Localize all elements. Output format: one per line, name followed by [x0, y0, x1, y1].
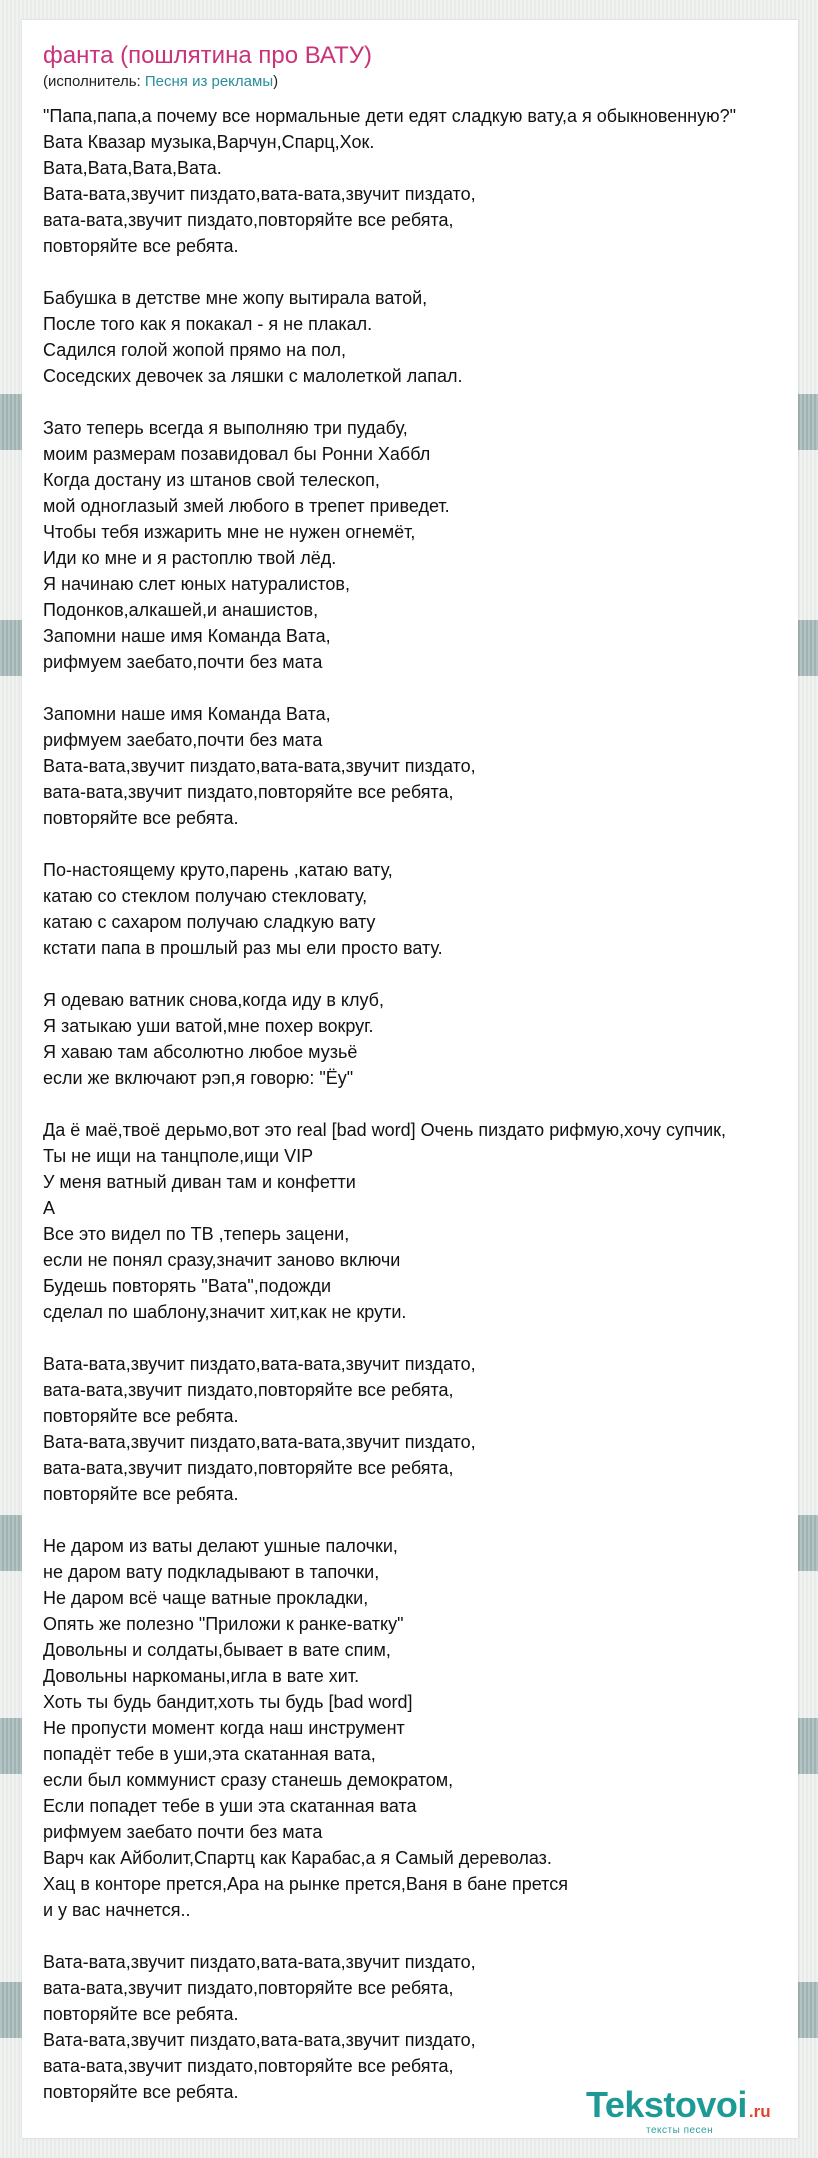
artist-byline — [43, 72, 278, 92]
lyric-line — [43, 1507, 818, 1533]
lyric-line: повторяйте все ребята. — [43, 1484, 239, 1504]
byline-suffix: ) — [273, 73, 279, 90]
lyric-line: Вата,Вата,Вата,Вата. — [43, 158, 222, 178]
lyric-line — [43, 259, 818, 285]
logo-tagline: тексты песен — [646, 2125, 714, 2136]
lyric-line: Запомни наше имя Команда Вата, — [43, 704, 331, 724]
lyric-line: Хац в конторе прется,Ара на рынке прется,Ваня в бане прется — [43, 1874, 568, 1894]
lyric-line: Довольны и солдаты,бывает в вате спим, — [43, 1640, 391, 1660]
lyric-line: Чтобы тебя изжарить мне не нужен огнемёт, — [43, 522, 416, 542]
lyric-line: повторяйте все ребята. — [43, 2082, 239, 2102]
lyric-line — [43, 1325, 818, 1351]
lyric-line: Не даром всё чаще ватные прокладки, — [43, 1588, 369, 1608]
lyric-line: Я начинаю слет юных натуралистов, — [43, 574, 350, 594]
lyric-line: Вата-вата,звучит пиздато,вата-вата,звучит пиздато, — [43, 2030, 476, 2050]
lyric-line: рифмуем заебато,почти без мата — [43, 652, 323, 672]
lyric-line: вата-вата,звучит пиздато,повторяйте все ребята, — [43, 1978, 454, 1998]
lyric-line: Я одеваю ватник снова,когда иду в клуб, — [43, 990, 384, 1010]
lyric-line: Садился голой жопой прямо на пол, — [43, 340, 346, 360]
lyric-line: Я затыкаю уши ватой,мне похер вокруг. — [43, 1016, 374, 1036]
lyric-line: Не пропусти момент когда наш инструмент — [43, 1718, 405, 1738]
lyric-line: вата-вата,звучит пиздато,повторяйте все ребята, — [43, 782, 454, 802]
lyric-line: Вата-вата,звучит пиздато,вата-вата,звучит пиздато, — [43, 756, 476, 776]
lyric-line: повторяйте все ребята. — [43, 236, 239, 256]
lyric-line: повторяйте все ребята. — [43, 808, 239, 828]
lyric-line: После того как я покакал - я не плакал. — [43, 314, 373, 334]
lyric-line: Когда достану из штанов свой телескоп, — [43, 470, 380, 490]
lyric-line: Я хаваю там абсолютно любое музьё — [43, 1042, 358, 1062]
lyric-line: Вата Квазар музыка,Варчун,Спарц,Хок. — [43, 132, 375, 152]
lyric-line: Подонков,алкашей,и анашистов, — [43, 600, 319, 620]
lyric-line — [43, 1923, 818, 1949]
lyric-line: вата-вата,звучит пиздато,повторяйте все ребята, — [43, 2056, 454, 2076]
lyric-line: не даром вату подкладывают в тапочки, — [43, 1562, 380, 1582]
lyric-line: если же включают рэп,я говорю: "Ёу" — [43, 1068, 354, 1088]
logo-tld: .ru — [748, 2102, 771, 2121]
lyric-line: Бабушка в детстве мне жопу вытирала ватой, — [43, 288, 428, 308]
lyric-line: повторяйте все ребята. — [43, 2004, 239, 2024]
lyric-line: А — [43, 1198, 56, 1218]
lyric-line: По-настоящему круто,парень ,катаю вату, — [43, 860, 393, 880]
lyric-line: вата-вата,звучит пиздато,повторяйте все ребята, — [43, 1458, 454, 1478]
lyric-line: рифмуем заебато,почти без мата — [43, 730, 323, 750]
lyric-line: Зато теперь всегда я выполняю три пудабу, — [43, 418, 408, 438]
lyric-line: Вата-вата,звучит пиздато,вата-вата,звучит пиздато, — [43, 1952, 476, 1972]
site-logo[interactable] — [586, 2083, 791, 2143]
lyric-line: Если попадет тебе в уши эта скатанная вата — [43, 1796, 417, 1816]
lyric-line: Все это видел по ТВ ,теперь зацени, — [43, 1224, 350, 1244]
lyric-line: Хоть ты будь бандит,хоть ты будь [bad word] — [43, 1692, 413, 1712]
lyric-line: Иди ко мне и я растоплю твой лёд. — [43, 548, 337, 568]
lyric-line: мой одноглазый змей любого в трепет приведет. — [43, 496, 450, 516]
byline-prefix: (исполнитель: — [43, 73, 145, 90]
lyric-line: Довольны наркоманы,игла в вате хит. — [43, 1666, 360, 1686]
lyric-line: вата-вата,звучит пиздато,повторяйте все ребята, — [43, 210, 454, 230]
lyric-line — [43, 389, 818, 415]
lyric-line: У меня ватный диван там и конфетти — [43, 1172, 356, 1192]
lyric-line: Опять же полезно "Приложи к ранке-ватку" — [43, 1614, 404, 1634]
lyric-line: Варч как Айболит,Спартц как Карабас,а я Самый дереволаз. — [43, 1848, 552, 1868]
lyric-line: Вата-вата,звучит пиздато,вата-вата,звучит пиздато, — [43, 1432, 476, 1452]
lyric-line: "Папа,папа,а почему все нормальные дети едят сладкую вату,а я обыкновенную?" — [43, 106, 736, 126]
lyric-line: попадёт тебе в уши,эта скатанная вата, — [43, 1744, 376, 1764]
artist-link[interactable]: Песня из рекламы — [144, 73, 274, 90]
lyric-line: Да ё маё,твоё дерьмо,вот это real [bad word] Очень пиздато рифмую,хочу супчик, — [43, 1120, 726, 1140]
lyric-line: катаю с сахаром получаю сладкую вату — [43, 912, 376, 932]
lyric-line: Ты не ищи на танцполе,ищи VIP — [43, 1146, 314, 1166]
lyric-line: повторяйте все ребята. — [43, 1406, 239, 1426]
lyric-line: если был коммунист сразу станешь демократом, — [43, 1770, 454, 1790]
lyric-line: вата-вата,звучит пиздато,повторяйте все ребята, — [43, 1380, 454, 1400]
lyric-line: если не понял сразу,значит заново включи — [43, 1250, 401, 1270]
lyric-line: рифмуем заебато почти без мата — [43, 1822, 323, 1842]
lyric-line: Будешь повторять "Вата",подожди — [43, 1276, 332, 1296]
lyric-line — [43, 961, 818, 987]
lyric-line — [43, 1091, 818, 1117]
lyric-line — [43, 675, 818, 701]
lyric-line: моим размерам позавидовал бы Ронни Хаббл — [43, 444, 431, 464]
lyric-line: и у вас начнется.. — [43, 1900, 191, 1920]
logo-name: Tekstovoi — [586, 2084, 747, 2125]
lyrics-text — [43, 103, 818, 2105]
lyric-line: Вата-вата,звучит пиздато,вата-вата,звучит пиздато, — [43, 1354, 476, 1374]
lyric-line: сделал по шаблону,значит хит,как не крути. — [43, 1302, 407, 1322]
lyric-line: Вата-вата,звучит пиздато,вата-вата,звучит пиздато, — [43, 184, 476, 204]
lyric-line: Запомни наше имя Команда Вата, — [43, 626, 331, 646]
lyric-line: кстати папа в прошлый раз мы ели просто вату. — [43, 938, 443, 958]
lyric-line — [43, 831, 818, 857]
song-title: фанта (пошлятина про ВАТУ) — [43, 42, 372, 69]
lyric-line: катаю со стеклом получаю стекловату, — [43, 886, 368, 906]
lyric-line: Не даром из ваты делают ушные палочки, — [43, 1536, 398, 1556]
lyric-line: Соседских девочек за ляшки с малолеткой лапал. — [43, 366, 463, 386]
